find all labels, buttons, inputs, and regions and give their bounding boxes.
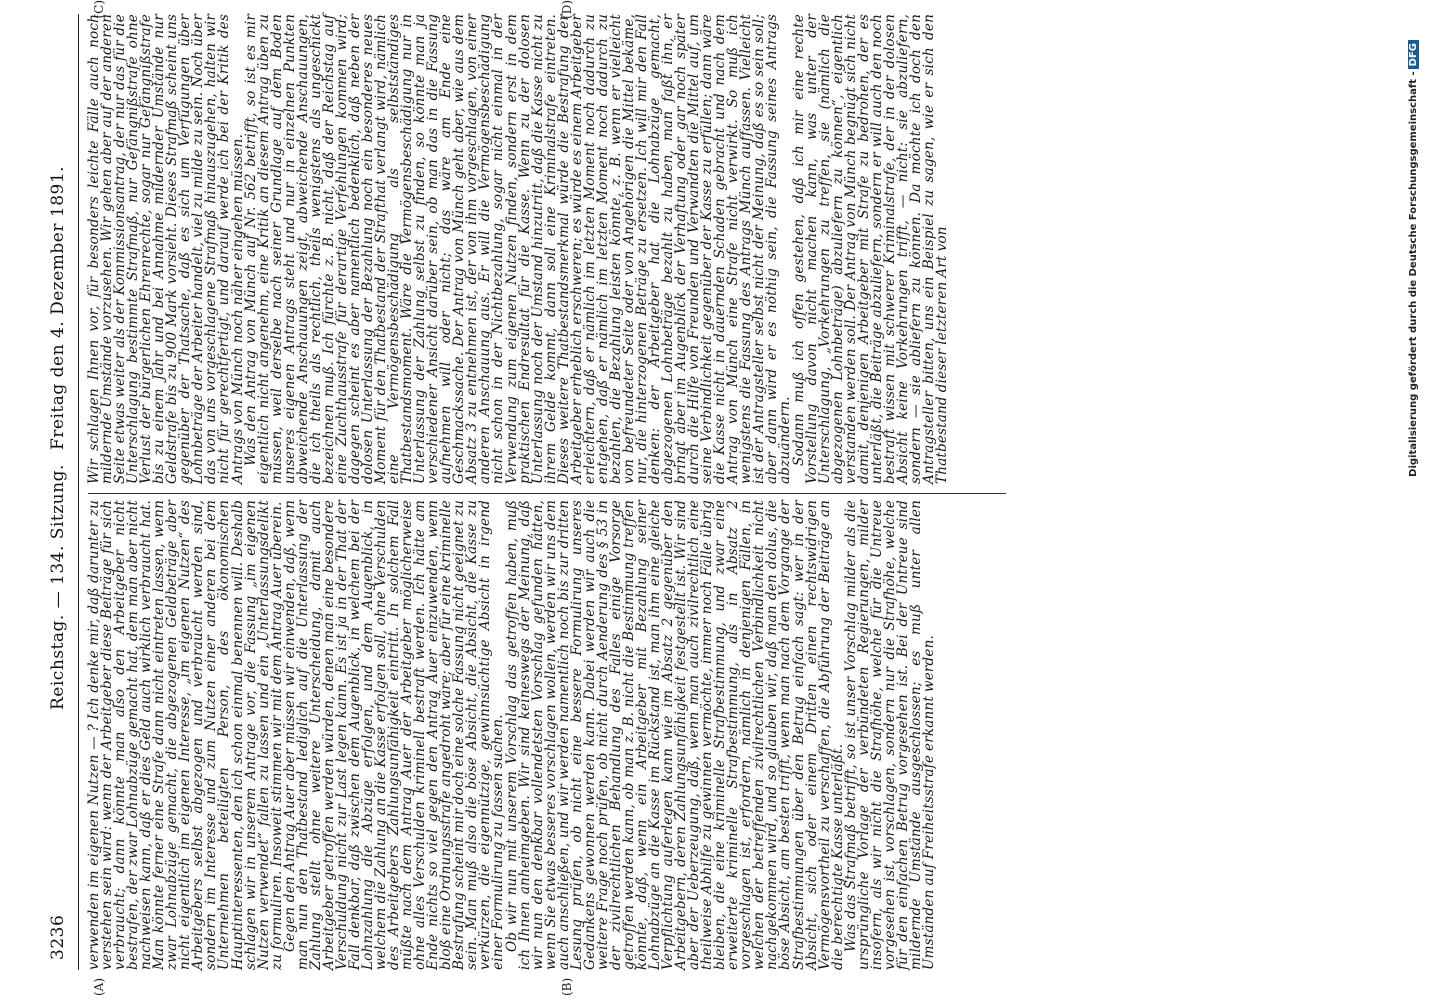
paragraph: Ob wir nun mit unserem Vorschlag das getroffen haben, muß ich Ihnen anheimgeben. Wir sind keineswegs der Meinung, daß wir nun den denkbar vollendetsten Vorschlag gefunden hätten, wenn Sie etwas besseres vorschlagen wollen, werden wir uns dem auch anschließen, und wir werden namentlich noch bis zur dritten Lesung prüfen, ob nicht eine bessere Formulirung unseres Gedankens gewonnen werden kann. Dabei werden wir auch die weitere Frage noch prüfen, ob nicht durch Aenderung des § 53 in der zivilrechtlichen Behandlung des Falles einige Vorsorge getroffen werden kann, ob man z. B. nicht die Bestimmung treffen könnte, daß, wenn ein Arbeitgeber mit Bezahlung seiner Lohnabzüge an die Kasse im Rückstand ist, man ihm eine gleiche Verpflichtung auferlegen kann wie im Absatz 2 gegenüber den Arbeitgebern, deren Zahlungsunfähigkeit festgestellt ist. Wir sind aber der Ueberzeugung, daß, wenn man auch zivilrechtlich eine theilweise Abhilfe zu gewinnen vermöchte, immer noch Fälle übrig bleiben, die eine kriminelle Strafbestimmung, und zwar eine erweiterte kriminelle Strafbestimmung, als in Absatz 2 vorgeschlagen ist, erfordern, nämlich in denjenigen Fällen, in welchen der betreffenden zivilrechtlichen Verbindlichkeit nicht nachgekommen wird, und so glauben wir, daß man den dolus, die böse Absicht, am besten trifft, wenn man nach dem Vorgange der Strafbestimmungen über den Betrug einfach sagt: wer in der Absicht, sich oder einem Dritten einen rechtswidrigen Vermögensvortheil zu verschaffen, die Abführung der Beiträge an die berechtigte Kasse unterläßt.: [503, 500, 846, 970]
dfg-credit: [1408, 40, 1432, 960]
date-title: Freitag den 4. Dezember 1891.: [48, 165, 68, 450]
dfg-credit-text: Digitalisierung gefördert durch die Deutsche Forschungsgemeinschaft -: [1408, 71, 1419, 477]
paragraph: Was den Antrag von Münch auf Nr. 562 betrifft, so ist es mir eigentlich nicht angenehm, eine Kritik an diesem Antrag üben zu müssen, weil derselbe nach seiner Grundlage auf dem Boden unseres eigenen Antrags steht und nur in einzelnen Punkten abweichende Anschauungen zeigt, abweichende Anschauungen, die ich theils als rechtlich, theils wenigstens als ungeschickt bezeichnen muß. Ich fürchte z. B. nicht, daß der Reichstag auf eine Zuchthausstrafe für derartige Verfehlungen kommen wird; dagegen scheint es aber namentlich bedenklich, daß neben der dolosen Unterlassung der Bezahlung noch ein besonderes neues Moment für den Thatbestand der Strafthat verlangt wird, nämlich eine Vermögensbeschädigung als selbstständiges Thatbestandsmoment. Wäre die Vermögensbeschädigung nur in Unterlassung der Zahlung selbst zu finden, so könnte man ja verschiedener Ansicht darüber sein, ob man das in die Fassung aufnehmen will oder nicht; das wäre am Ende eine Geschmackssache. Der Antrag von Münch geht aber, wie aus dem Absatz 3 zu entnehmen ist, der von ihm vorgeschlagen, von einer anderen Anschauung aus. Er will die Vermögensbeschädigung nicht schon in der Nichtbezahlung, sogar nicht einmal in der Verwendung zum eigenen Nutzen finden, sondern erst in dem praktischen Endresultat für die Kasse. Wenn zu der dolosen Unterlassung noch der Umstand hinzutritt, daß die Kasse nicht zu ihrem Gelde kommt, dann soll eine Kriminalstrafe eintreten. Dieses weitere Thatbestandsmerkmal würde die Bestrafung der Arbeitgeber erheblich erschweren; es würde es einem Arbeitgeber erleichtern, daß er nämlich im letzten Moment noch dadurch zu entgehen, daß er nämlich im letzten Moment noch dadurch zu bezahlen, die Bezahlung leisten könnte, z. B. wenn er vielleicht von befreundeter Seite oder von Angehörigen die Mittel bekäme, nur, die hinterzogenen Beträge zu ersetzen. Ich will mir den Fall denken: der Arbeitgeber hat die Lohnabzüge gemacht, abgezogenen Lohnbeträge bezahlt zu haben, man faßt ihn, er bringt aber im Augenblick der Verhaftung oder gar noch später durch die Hilfe von Freunden und Verwandten die Mittel auf, um seine Verbindlichkeit gegenüber der Kasse zu erfüllen; dann wäre die Kasse nicht in dauernden Schaden gebracht und nach dem Antrag von Münch eine Strafe nicht verwirkt. So muß ich wenigstens die Fassung des Antrags Münch auffassen. Vielleicht ist der Antragsteller selbst nicht der Meinung, daß es so sein soll; aber dann wird er es nöthig sein, die Fassung seines Antrags abzuändern.: [242, 14, 794, 484]
margin-marker-c: (C): [92, 0, 106, 19]
header-rule: [78, 14, 79, 970]
dfg-logo: DFG: [1408, 40, 1419, 69]
left-column: [88, 500, 1003, 970]
session-title: Reichstag. — 134. Sitzung.: [48, 464, 68, 710]
margin-marker-b: (B): [560, 977, 574, 996]
paragraph: Was das Strafmaß betrifft, so ist unser Vorschlag milder als die ursprüngliche Vorlage der verbündeten Regierungen, milder insofern, als wir nicht die Strafhöhe, welche für die Untreue vorgesehen ist, vorschlagen, sondern nur die Strafhöhe, welche für den einfachen Betrug vorgesehen ist. Bei der Untreue sind mildernde Umstände ausgeschlossen; es muß unter allen Umständen auf Freiheitsstrafe erkannt werden.: [842, 500, 937, 970]
paragraph: verwenden im eigenen Nutzen — ? Ich denke mir, daß darunter zu verstehen sein wird: wenn der Arbeitgeber diese Beiträge für sich verbraucht; dann könnte man also den Arbeitgeber nicht bestrafen, der zwar Lohnabzüge gemacht hat, dem man aber nicht nachweisen kann, daß er dies Geld auch wirklich verbraucht hat. Man könnte ferner eine Strafe dann nicht eintreten lassen, wenn zwar Lohnabzüge gemacht, die abgezogenen Geldbeträge aber nicht eigentlich im eigenen Interesse, „im eigenen Nutzen“ des Arbeitgebers selbst abgezogen und verbraucht werden sind, sondern im Interesse und zum Nutzen einer anderen bei dem Unternehmen beteiligten Person, des ökonomischen Hauptinteressenten, den ich schon einmal benennen will. Deshalb schlagen wir in unserem Antrage vor, die Fassung „im eigenen Nutzen verwendet“ fallen zu lassen und ein „Unterlassungsdelikt zu formuliren. Insoweit stimmen wir mit dem Antrag Auer überein.: [86, 500, 285, 970]
margin-marker-d: (D): [560, 0, 574, 19]
paragraph: Wir schlagen Ihnen vor, für besonders leichte Fälle auch noch mildernde Umstände vorzusehen. Wir gehen aber auf der anderen Seite etwas weiter als der Kommissionsantrag, der nur das für die Unterschlagung bestimmte Strafmaß, nur Gefängnißstrafe ohne Verlust der bürgerlichen Ehrenrechte, sogar nur Gefängnißstrafe bis zu einem Jahr und bei Annahme mildernder Umstände nur Geldstrafe bis zu 900 Mark vorsieht. Dieses Strafmaß scheint uns gegenüber der Thatsache, daß es sich um Verfügungen über Lohnbeträge der Arbeiter handelt, viel zu milde zu sein. Noch über das von uns vorgeschlagene Strafmaß hinauszugehen, halten wir nicht für gerechtfertigt, und darauf werde ich bei der Kritik des Antrags von Münch noch näher eingehen müssen.: [86, 14, 246, 484]
paragraph: Gegen den Antrag Auer aber müssen wir einwenden, daß, wenn man nun den Thatbestand lediglich auf die Unterlassung der Zahlung stellt ohne weitere Unterscheidung, damit auch Arbeitgeber getroffen werden würden, denen man eine besondere Verschuldung nicht zur Last legen kann. Es ist ja in der That der Fall denkbar, daß zwischen dem Augenblick, in welchem bei der Lohnzahlung die Abzüge erfolgen, und dem Augenblick, in welchem die Zahlung an die Kasse erfolgen soll, ohne Verschulden des Arbeitgebers Zahlungsunfähigkeit eintritt. In solchem Fall müßte nach dem Antrag Auer der Arbeitgeber möglicherweise ohne alles Verschulden kriminell bestraft werden. Ich hätte am Ende nichts so viel gegen den Antrag Auer einzuwenden, wenn bloß eine Ordnungsstrafe angedroht wäre; aber für eine kriminelle Bestrafung scheint mir doch eine solche Fassung nicht geeignet zu sein. Man muß also die böse Absicht, die Absicht, die Kasse zu verkürzen, die eigennützige, gewinnsüchtige Absicht in irgend einer Formulirung zu fassen suchen.: [281, 500, 507, 970]
paragraph: Sodann muß ich offen gestehen, daß ich mir eine rechte Vorstellung davon nicht machen kann, was unter der Unterschlagung, „Vorkehrungen zu treffen, sie (nämlich die abgezogenen Lohnbeträge) abzuliefern zu können“, eigentlich verstanden werden soll. Der Antrag von Münch begnügt sich nicht damit, denjenigen Arbeitgeber mit Strafe zu bedrohen, der es unterläßt, die Beiträge abzuliefern, sondern er will auch den noch bestraft wissen mit schwerer Kriminalstrafe, der in der dolosen Absicht keine Vorkehrungen trifft, — nicht: sie abzuliefern, sondern — sie abliefern zu können. Da möchte ich doch den Antragsteller bitten, uns ein Beispiel zu sagen, wie er sich den Thatbestand dieser letzteren Art von: [790, 14, 951, 484]
column-divider: [88, 493, 1006, 494]
page-header: [48, 40, 74, 960]
page-number: 3236: [48, 914, 68, 960]
margin-marker-a: (A): [92, 977, 106, 996]
right-column: [88, 14, 1003, 484]
